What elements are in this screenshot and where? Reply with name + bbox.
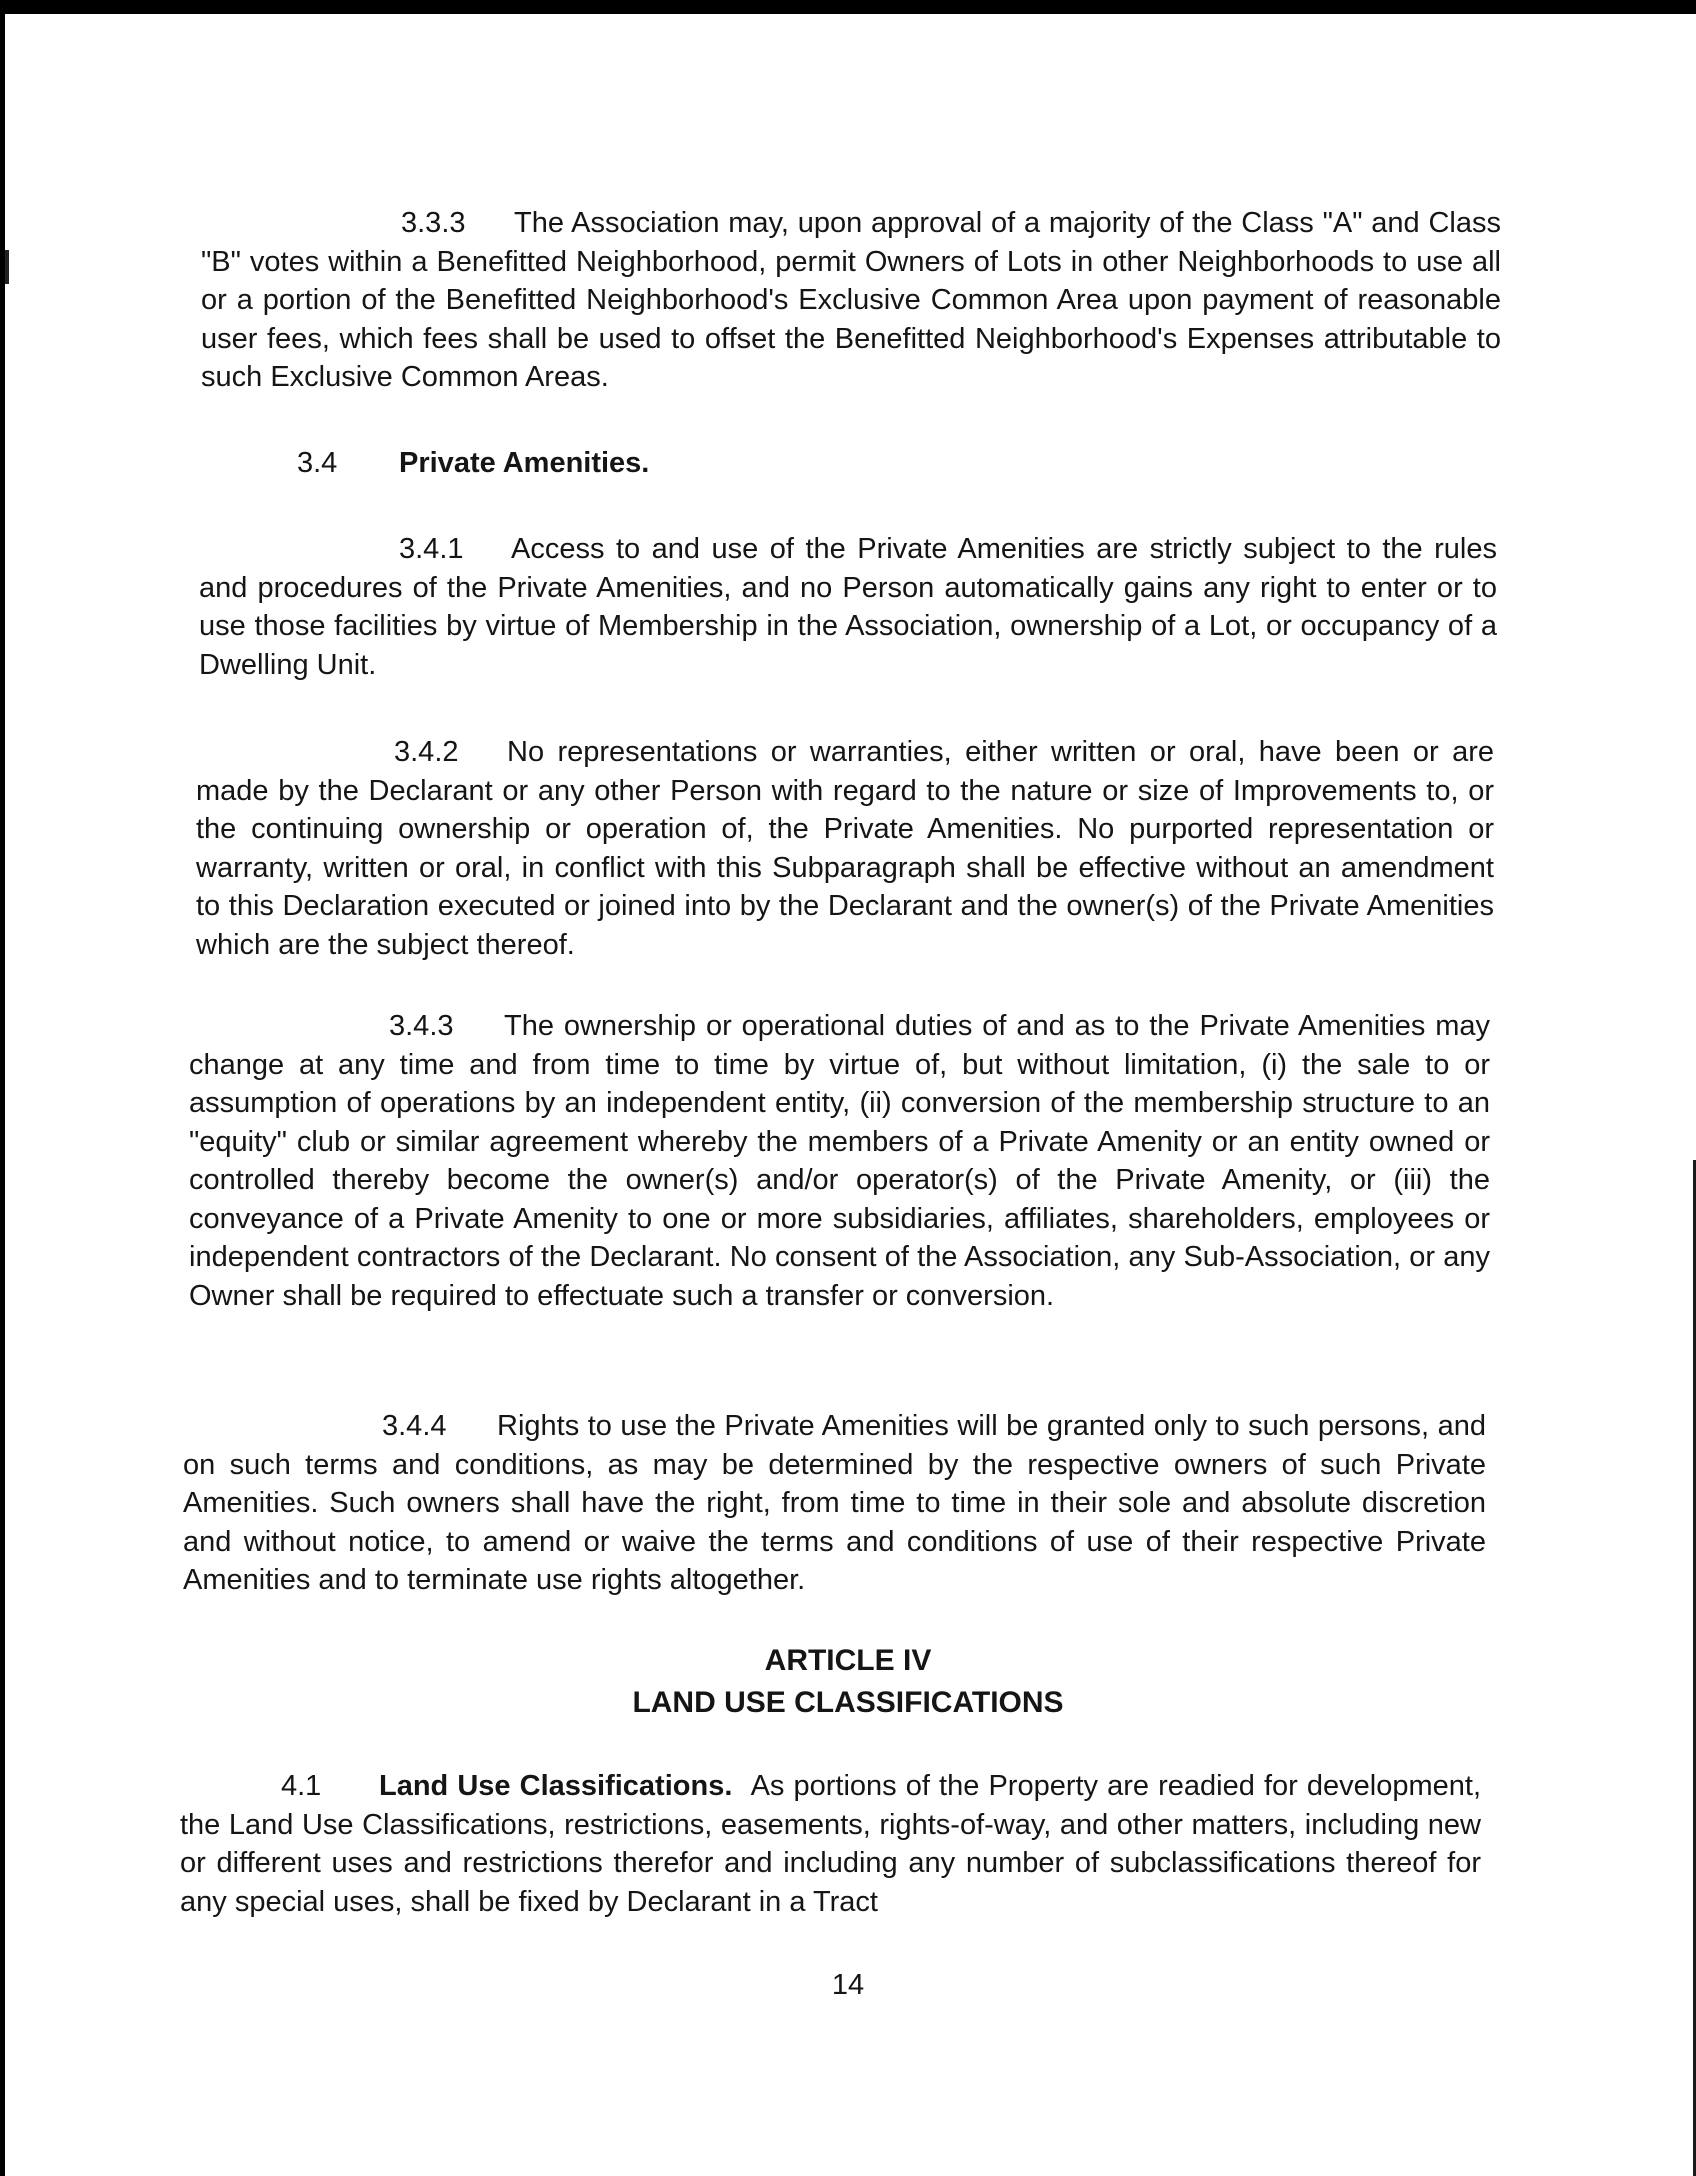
paragraph-text: Access to and use of the Private Amenities are strictly subject to the rules and procedures of the Private Amenities, and no Person automatically gains any right to enter or to use those facilities by virtue of Membership in the Association, ownership of a Lot, or occupancy of a Dwelling Unit.	[199, 533, 1497, 681]
paragraph-number: 3.4.2	[394, 736, 459, 768]
paragraph-number: 4.1	[281, 1770, 322, 1802]
paragraph-number: 3.4.4	[382, 1410, 447, 1442]
paragraph-number: 3.4.1	[399, 533, 464, 565]
paragraph-3-4-3	[189, 1007, 1490, 1315]
paragraph-3-4-2	[196, 733, 1494, 964]
paragraph-number: 3.4.3	[389, 1010, 454, 1042]
paragraph-4-1	[180, 1767, 1481, 1921]
paragraph-3-4-1	[199, 530, 1497, 684]
paragraph-number: 3.3.3	[401, 207, 466, 239]
paragraph-3-3-3	[201, 204, 1501, 397]
section-heading-3-4	[297, 444, 649, 482]
paragraph-text: The ownership or operational duties of and as to the Private Amenities may change at any time and from time to time by virtue of, but without limitation, (i) the sale to or assumption of operations by an independent entity, (ii) conversion of the membership structure to an "equity" club or similar agreement whereby the members of a Private Amenity or an entity owned or controlled thereby become the owner(s) and/or operator(s) of the Private Amenity, or (iii) the conveyance of a Private Amenity to one or more subsidiaries, affiliates, shareholders, employees or independent contractors of the Declarant. No consent of the Association, any Sub-Association, or any Owner shall be required to effectuate such a transfer or conversion.	[189, 1010, 1490, 1312]
section-number: 3.4	[297, 447, 338, 479]
paragraph-text: The Association may, upon approval of a majority of the Class "A" and Class "B" votes within a Benefitted Neighborhood, permit Owners of Lots in other Neighborhoods to use all or a portion of the Benefitted Neighborhood's Exclusive Common Area upon payment of reasonable user fees, which fees shall be used to offset the Benefitted Neighborhood's Expenses attributable to such Exclusive Common Areas.	[201, 207, 1501, 393]
article-title: LAND USE CLASSIFICATIONS	[632, 1686, 1064, 1719]
paragraph-text: Rights to use the Private Amenities will be granted only to such persons, and on such terms and conditions, as may be determined by the respective owners of such Private Amenities. Such owners shall have the right, from time to time in their sole and absolute discretion and without notice, to amend or waive the terms and conditions of use of their respective Private Amenities and to terminate use rights altogether.	[183, 1410, 1486, 1596]
paragraph-text: No representations or warranties, either written or oral, have been or are made by the Declarant or any other Person with regard to the nature or size of Improvements to, or the continuing ownership or operation of, the Private Amenities. No purported representation or warranty, written or oral, in conflict with this Subparagraph shall be effective without an amendment to this Declaration executed or joined into by the Declarant and the owner(s) of the Private Amenities which are the subject thereof.	[196, 736, 1494, 961]
page-number: 14	[831, 1969, 865, 2001]
section-title: Private Amenities.	[399, 447, 650, 479]
article-heading	[0, 1640, 1696, 1724]
article-number: ARTICLE IV	[764, 1644, 932, 1677]
paragraph-text: As portions of the Property are readied for development, the Land Use Classifications, restrictions, easements, rights-of-way, and other matters, including new or different uses and restrictions therefor and including any number of subclassifications thereof for any special uses, shall be fixed by Declarant in a Tract	[180, 1770, 1481, 1918]
paragraph-3-4-4	[183, 1407, 1486, 1600]
paragraph-title: Land Use Classifications.	[379, 1770, 733, 1802]
